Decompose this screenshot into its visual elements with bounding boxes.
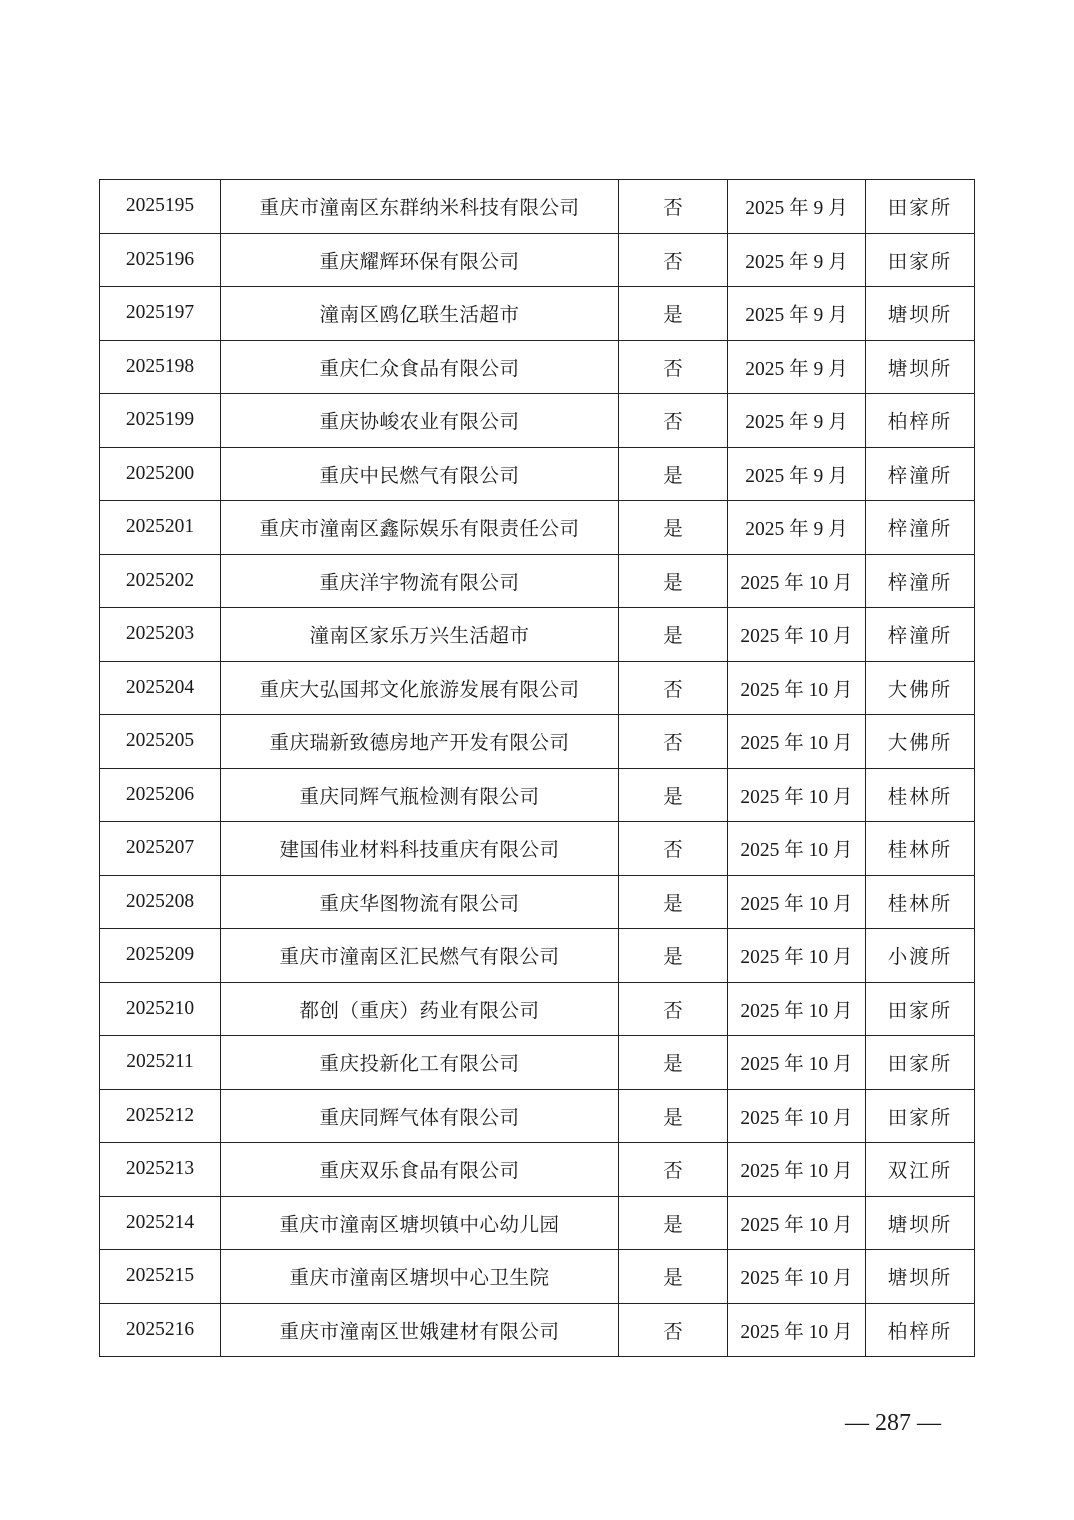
flag-cell: 是 (619, 929, 728, 983)
office-cell: 田家所 (866, 1089, 975, 1143)
company-name-cell: 重庆华图物流有限公司 (221, 875, 619, 929)
date-cell: 2025 年 10 月 (728, 875, 866, 929)
company-name-cell: 建国伟业材料科技重庆有限公司 (221, 822, 619, 876)
flag-cell: 是 (619, 501, 728, 555)
table-row (100, 768, 975, 822)
date-cell: 2025 年 10 月 (728, 822, 866, 876)
record-id-cell: 2025207 (100, 822, 221, 876)
office-cell: 桂林所 (866, 875, 975, 929)
company-name-cell: 重庆同辉气瓶检测有限公司 (221, 768, 619, 822)
office-cell: 双江所 (866, 1143, 975, 1197)
date-cell: 2025 年 9 月 (728, 394, 866, 448)
company-name-cell: 重庆双乐食品有限公司 (221, 1143, 619, 1197)
record-id-cell: 2025205 (100, 715, 221, 769)
record-id-cell: 2025200 (100, 447, 221, 501)
company-name-cell: 重庆同辉气体有限公司 (221, 1089, 619, 1143)
date-cell: 2025 年 10 月 (728, 1303, 866, 1357)
date-cell: 2025 年 10 月 (728, 1036, 866, 1090)
table-row (100, 447, 975, 501)
company-name-cell: 重庆中民燃气有限公司 (221, 447, 619, 501)
record-id-cell: 2025215 (100, 1250, 221, 1304)
table-row (100, 554, 975, 608)
record-id-cell: 2025212 (100, 1089, 221, 1143)
company-name-cell: 重庆大弘国邦文化旅游发展有限公司 (221, 661, 619, 715)
office-cell: 柏梓所 (866, 394, 975, 448)
date-cell: 2025 年 9 月 (728, 501, 866, 555)
flag-cell: 否 (619, 715, 728, 769)
table-row (100, 394, 975, 448)
flag-cell: 是 (619, 1250, 728, 1304)
company-name-cell: 重庆市潼南区鑫际娱乐有限责任公司 (221, 501, 619, 555)
date-cell: 2025 年 10 月 (728, 982, 866, 1036)
office-cell: 桂林所 (866, 768, 975, 822)
office-cell: 桂林所 (866, 822, 975, 876)
date-cell: 2025 年 9 月 (728, 340, 866, 394)
record-id-cell: 2025216 (100, 1303, 221, 1357)
flag-cell: 否 (619, 340, 728, 394)
table-row (100, 233, 975, 287)
record-id-cell: 2025196 (100, 233, 221, 287)
date-cell: 2025 年 9 月 (728, 180, 866, 234)
record-id-cell: 2025197 (100, 287, 221, 341)
records-table (99, 179, 975, 1357)
record-id-cell: 2025206 (100, 768, 221, 822)
office-cell: 柏梓所 (866, 1303, 975, 1357)
flag-cell: 否 (619, 982, 728, 1036)
flag-cell: 否 (619, 822, 728, 876)
date-cell: 2025 年 9 月 (728, 447, 866, 501)
table-row (100, 875, 975, 929)
company-name-cell: 重庆市潼南区塘坝中心卫生院 (221, 1250, 619, 1304)
record-id-cell: 2025209 (100, 929, 221, 983)
records-table-body (100, 180, 975, 1357)
company-name-cell: 潼南区家乐万兴生活超市 (221, 608, 619, 662)
record-id-cell: 2025195 (100, 180, 221, 234)
table-row (100, 608, 975, 662)
table-row (100, 822, 975, 876)
date-cell: 2025 年 9 月 (728, 287, 866, 341)
table-row (100, 1036, 975, 1090)
office-cell: 梓潼所 (866, 554, 975, 608)
flag-cell: 否 (619, 1143, 728, 1197)
date-cell: 2025 年 10 月 (728, 715, 866, 769)
flag-cell: 是 (619, 287, 728, 341)
office-cell: 塘坝所 (866, 340, 975, 394)
office-cell: 田家所 (866, 1036, 975, 1090)
table-row (100, 287, 975, 341)
office-cell: 大佛所 (866, 661, 975, 715)
date-cell: 2025 年 10 月 (728, 1089, 866, 1143)
office-cell: 梓潼所 (866, 608, 975, 662)
office-cell: 田家所 (866, 180, 975, 234)
flag-cell: 否 (619, 1303, 728, 1357)
table-row (100, 340, 975, 394)
record-id-cell: 2025214 (100, 1196, 221, 1250)
office-cell: 梓潼所 (866, 447, 975, 501)
office-cell: 小渡所 (866, 929, 975, 983)
office-cell: 塘坝所 (866, 1250, 975, 1304)
flag-cell: 是 (619, 1089, 728, 1143)
company-name-cell: 重庆市潼南区世娥建材有限公司 (221, 1303, 619, 1357)
record-id-cell: 2025210 (100, 982, 221, 1036)
company-name-cell: 重庆耀辉环保有限公司 (221, 233, 619, 287)
flag-cell: 是 (619, 875, 728, 929)
flag-cell: 是 (619, 608, 728, 662)
table-row (100, 661, 975, 715)
date-cell: 2025 年 10 月 (728, 1196, 866, 1250)
table-row (100, 180, 975, 234)
company-name-cell: 都创（重庆）药业有限公司 (221, 982, 619, 1036)
flag-cell: 是 (619, 554, 728, 608)
record-id-cell: 2025199 (100, 394, 221, 448)
company-name-cell: 重庆瑞新致德房地产开发有限公司 (221, 715, 619, 769)
flag-cell: 是 (619, 1196, 728, 1250)
record-id-cell: 2025202 (100, 554, 221, 608)
date-cell: 2025 年 10 月 (728, 1143, 866, 1197)
office-cell: 塘坝所 (866, 287, 975, 341)
flag-cell: 否 (619, 661, 728, 715)
date-cell: 2025 年 10 月 (728, 1250, 866, 1304)
record-id-cell: 2025201 (100, 501, 221, 555)
company-name-cell: 重庆市潼南区东群纳米科技有限公司 (221, 180, 619, 234)
table-row (100, 715, 975, 769)
office-cell: 塘坝所 (866, 1196, 975, 1250)
flag-cell: 是 (619, 768, 728, 822)
company-name-cell: 重庆市潼南区汇民燃气有限公司 (221, 929, 619, 983)
company-name-cell: 重庆市潼南区塘坝镇中心幼儿园 (221, 1196, 619, 1250)
date-cell: 2025 年 10 月 (728, 929, 866, 983)
flag-cell: 是 (619, 1036, 728, 1090)
date-cell: 2025 年 10 月 (728, 608, 866, 662)
table-row (100, 501, 975, 555)
record-id-cell: 2025203 (100, 608, 221, 662)
company-name-cell: 重庆仁众食品有限公司 (221, 340, 619, 394)
table-row (100, 1250, 975, 1304)
office-cell: 田家所 (866, 982, 975, 1036)
date-cell: 2025 年 10 月 (728, 661, 866, 715)
table-row (100, 1303, 975, 1357)
record-id-cell: 2025208 (100, 875, 221, 929)
flag-cell: 否 (619, 233, 728, 287)
table-row (100, 982, 975, 1036)
office-cell: 田家所 (866, 233, 975, 287)
table-row (100, 1143, 975, 1197)
table-row (100, 929, 975, 983)
date-cell: 2025 年 10 月 (728, 768, 866, 822)
company-name-cell: 重庆洋宇物流有限公司 (221, 554, 619, 608)
date-cell: 2025 年 9 月 (728, 233, 866, 287)
table-row (100, 1196, 975, 1250)
flag-cell: 是 (619, 447, 728, 501)
office-cell: 梓潼所 (866, 501, 975, 555)
company-name-cell: 潼南区鸥亿联生活超市 (221, 287, 619, 341)
date-cell: 2025 年 10 月 (728, 554, 866, 608)
record-id-cell: 2025204 (100, 661, 221, 715)
company-name-cell: 重庆投新化工有限公司 (221, 1036, 619, 1090)
record-id-cell: 2025198 (100, 340, 221, 394)
record-id-cell: 2025211 (100, 1036, 221, 1090)
office-cell: 大佛所 (866, 715, 975, 769)
record-id-cell: 2025213 (100, 1143, 221, 1197)
flag-cell: 否 (619, 180, 728, 234)
flag-cell: 否 (619, 394, 728, 448)
company-name-cell: 重庆协峻农业有限公司 (221, 394, 619, 448)
table-row (100, 1089, 975, 1143)
page-number: — 287 — (845, 1410, 941, 1436)
